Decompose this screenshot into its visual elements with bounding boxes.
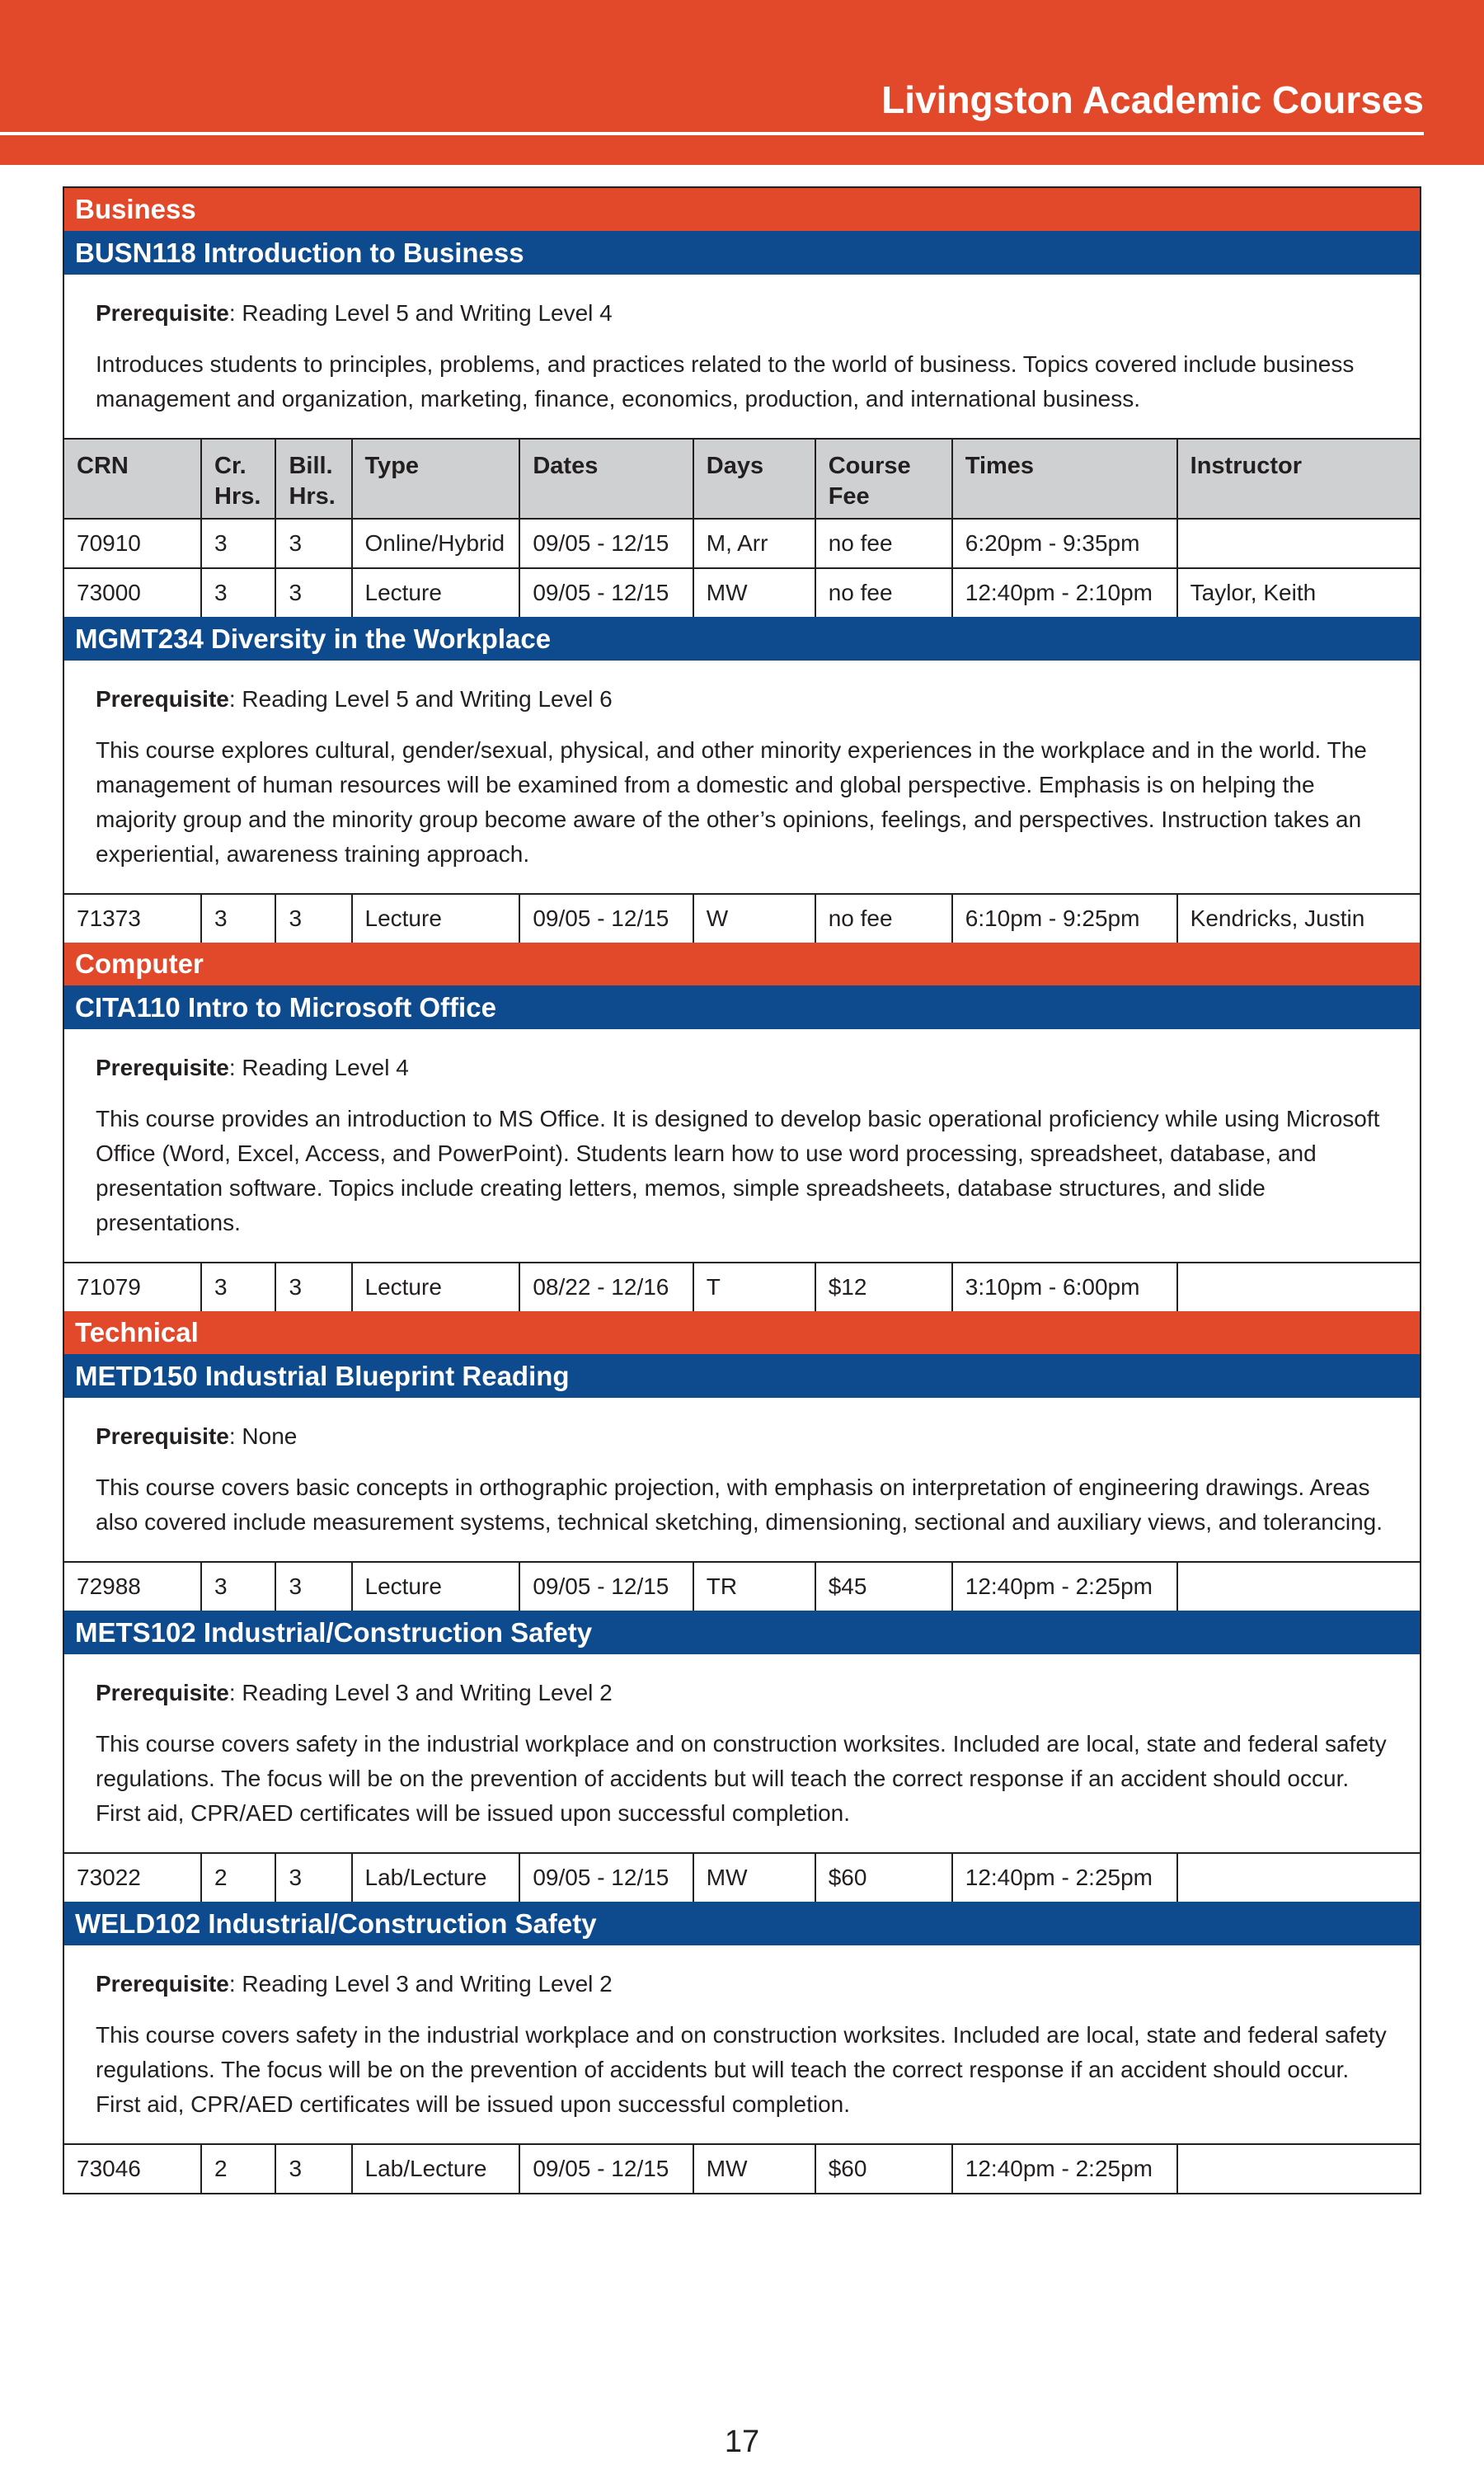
prerequisite-label: Prerequisite	[96, 300, 229, 326]
cell-bill: 3	[275, 2145, 351, 2193]
section-row	[64, 895, 1420, 943]
column-header: Course Fee	[815, 440, 952, 519]
column-header: Days	[693, 440, 815, 519]
cell-fee: no fee	[815, 568, 952, 617]
cell-type: Lecture	[352, 1263, 520, 1311]
prerequisite-value: : Reading Level 5 and Writing Level 4	[228, 300, 613, 326]
table-header-row	[64, 440, 1420, 519]
cell-cr: 3	[201, 1563, 275, 1611]
cell-fee: $45	[815, 1563, 952, 1611]
cell-cr: 3	[201, 519, 275, 568]
cell-days: M, Arr	[693, 519, 815, 568]
cell-crn: 73000	[64, 568, 201, 617]
sections-table	[64, 1563, 1420, 1611]
cell-instructor: Kendricks, Justin	[1190, 905, 1365, 931]
cell-type: Lecture	[352, 568, 520, 617]
cell-bill: 3	[275, 568, 351, 617]
cell-bill: 3	[275, 895, 351, 943]
column-header: CRN	[64, 440, 201, 519]
section-row	[64, 1854, 1420, 1902]
course-description-block	[64, 1654, 1420, 1854]
column-header: Cr. Hrs.	[201, 440, 275, 519]
prerequisite-line	[96, 1419, 1387, 1454]
cell-dates: 09/05 - 12/15	[519, 895, 693, 943]
cell-crn: 73022	[64, 1854, 201, 1902]
prerequisite-value: : Reading Level 5 and Writing Level 6	[228, 686, 613, 712]
sections-table	[64, 2145, 1420, 2193]
prerequisite-line	[96, 682, 1387, 717]
cell-fee: no fee	[815, 895, 952, 943]
course-description: This course covers safety in the industrial workplace and on construction worksites. Included are local, state and federal safety regulations. The focus will be on the prevention of accidents but will teach the correct response if an accident should occur. First aid, CPR/AED certificates will be issued upon successful completion.	[96, 1731, 1387, 1826]
prerequisite-value: : Reading Level 3 and Writing Level 2	[228, 1971, 613, 1997]
column-header: Bill. Hrs.	[275, 440, 351, 519]
section-row	[64, 568, 1420, 617]
course-description: This course covers basic concepts in orthographic projection, with emphasis on interpretation of engineering drawings. Areas also covered include measurement systems, technical sketching, dimensioning, sectional and auxiliary views, and tolerancing.	[96, 1475, 1383, 1535]
cell-instructor: Taylor, Keith	[1177, 568, 1420, 617]
prerequisite-label: Prerequisite	[96, 686, 229, 712]
course-title: WELD102 Industrial/Construction Safety	[64, 1902, 1420, 1945]
cell-type: Online/Hybrid	[352, 519, 520, 568]
course-description-block	[64, 1029, 1420, 1263]
cell-times: 12:40pm - 2:25pm	[952, 1854, 1177, 1902]
course-title: CITA110 Intro to Microsoft Office	[64, 985, 1420, 1029]
prerequisite-line	[96, 1051, 1387, 1085]
category-header: Computer	[64, 943, 1420, 985]
cell-fee: $12	[815, 1263, 952, 1311]
cell-cr: 2	[201, 2145, 275, 2193]
prerequisite-line	[96, 1676, 1387, 1710]
prerequisite-label: Prerequisite	[96, 1971, 229, 1997]
cell-times: 12:40pm - 2:25pm	[952, 1563, 1177, 1611]
section-row	[64, 1563, 1420, 1611]
category-header: Business	[64, 188, 1420, 231]
course-description-block	[64, 1945, 1420, 2145]
cell-type: Lecture	[352, 895, 520, 943]
cell-times: 12:40pm - 2:10pm	[952, 568, 1177, 617]
course-title: METD150 Industrial Blueprint Reading	[64, 1354, 1420, 1398]
cell-fee: no fee	[815, 519, 952, 568]
course-description: This course explores cultural, gender/sexual, physical, and other minority experiences in the workplace and in the world. The management of human resources will be examined from a domestic and global perspective. Emphasis is on helping the majority group and the minority group become aware of the other’s opinions, feelings, and perspectives. Instruction takes an experiential, awareness training approach.	[96, 737, 1367, 867]
cell-dates: 09/05 - 12/15	[519, 1563, 693, 1611]
cell-times: 6:10pm - 9:25pm	[952, 895, 1177, 943]
cell-instructor	[1177, 1263, 1420, 1311]
course-title: MGMT234 Diversity in the Workplace	[64, 617, 1420, 661]
cell-cr: 3	[201, 1263, 275, 1311]
section-row	[64, 2145, 1420, 2193]
cell-times: 3:10pm - 6:00pm	[952, 1263, 1177, 1311]
cell-bill: 3	[275, 1854, 351, 1902]
cell-days: TR	[693, 1563, 815, 1611]
course-description-block	[64, 1398, 1420, 1563]
cell-crn: 71079	[64, 1263, 201, 1311]
section-row	[64, 1263, 1420, 1311]
category-header: Technical	[64, 1311, 1420, 1354]
cell-instructor	[1177, 2145, 1420, 2193]
cell-dates: 08/22 - 12/16	[519, 1263, 693, 1311]
cell-cr: 2	[201, 1854, 275, 1902]
cell-bill: 3	[275, 1563, 351, 1611]
column-header: Instructor	[1177, 440, 1420, 519]
prerequisite-label: Prerequisite	[96, 1055, 229, 1080]
cell-type: Lecture	[352, 1563, 520, 1611]
prerequisite-line	[96, 296, 1387, 331]
cell-dates: 09/05 - 12/15	[519, 1854, 693, 1902]
cell-fee: $60	[815, 2145, 952, 2193]
cell-days: MW	[693, 2145, 815, 2193]
prerequisite-value: : Reading Level 4	[228, 1055, 409, 1080]
cell-times: 6:20pm - 9:35pm	[952, 519, 1177, 568]
cell-days: W	[693, 895, 815, 943]
course-description-block	[64, 661, 1420, 895]
sections-table	[64, 1263, 1420, 1311]
cell-days: MW	[693, 568, 815, 617]
header-rule	[0, 132, 1424, 135]
column-header: Dates	[519, 440, 693, 519]
page-title: Livingston Academic Courses	[881, 78, 1424, 121]
cell-cr: 3	[201, 895, 275, 943]
cell-crn: 72988	[64, 1563, 201, 1611]
prerequisite-label: Prerequisite	[96, 1423, 229, 1449]
prerequisite-value: : None	[228, 1423, 298, 1449]
prerequisite-value: : Reading Level 3 and Writing Level 2	[228, 1680, 613, 1705]
cell-bill: 3	[275, 1263, 351, 1311]
cell-days: MW	[693, 1854, 815, 1902]
cell-type: Lab/Lecture	[352, 1854, 520, 1902]
course-description: Introduces students to principles, problems, and practices related to the world of business. Topics covered include business management and organization, marketing, finance, economics, production, and international business.	[96, 351, 1355, 412]
sections-table	[64, 895, 1420, 943]
column-header: Times	[952, 440, 1177, 519]
cell-cr: 3	[201, 568, 275, 617]
page-number: 17	[724, 2425, 760, 2459]
course-title: METS102 Industrial/Construction Safety	[64, 1611, 1420, 1654]
course-description: This course covers safety in the industrial workplace and on construction worksites. Included are local, state and federal safety regulations. The focus will be on the prevention of accidents but will teach the correct response if an accident should occur. First aid, CPR/AED certificates will be issued upon successful completion.	[96, 2022, 1387, 2117]
cell-instructor	[1177, 1854, 1420, 1902]
cell-crn: 73046	[64, 2145, 201, 2193]
cell-dates: 09/05 - 12/15	[519, 568, 693, 617]
course-title: BUSN118 Introduction to Business	[64, 231, 1420, 275]
course-description-block	[64, 275, 1420, 440]
cell-dates: 09/05 - 12/15	[519, 2145, 693, 2193]
cell-bill: 3	[275, 519, 351, 568]
cell-instructor	[1177, 1563, 1420, 1611]
sections-table	[64, 1854, 1420, 1902]
cell-dates: 09/05 - 12/15	[519, 519, 693, 568]
cell-crn: 70910	[64, 519, 201, 568]
cell-fee: $60	[815, 1854, 952, 1902]
cell-instructor	[1177, 519, 1420, 568]
course-description: This course provides an introduction to MS Office. It is designed to develop basic operational proficiency while using Microsoft Office (Word, Excel, Access, and PowerPoint). Students learn how to use word processing, spreadsheet, database, and presentation software. Topics include creating letters, memos, simple spreadsheets, database structures, and slide presentations.	[96, 1106, 1380, 1235]
cell-crn: 71373	[64, 895, 201, 943]
column-header: Type	[352, 440, 520, 519]
sections-table	[64, 440, 1420, 617]
course-schedule	[63, 186, 1421, 2194]
prerequisite-line	[96, 1967, 1387, 2001]
section-row	[64, 519, 1420, 568]
cell-days: T	[693, 1263, 815, 1311]
cell-type: Lab/Lecture	[352, 2145, 520, 2193]
prerequisite-label: Prerequisite	[96, 1680, 229, 1705]
cell-times: 12:40pm - 2:25pm	[952, 2145, 1177, 2193]
